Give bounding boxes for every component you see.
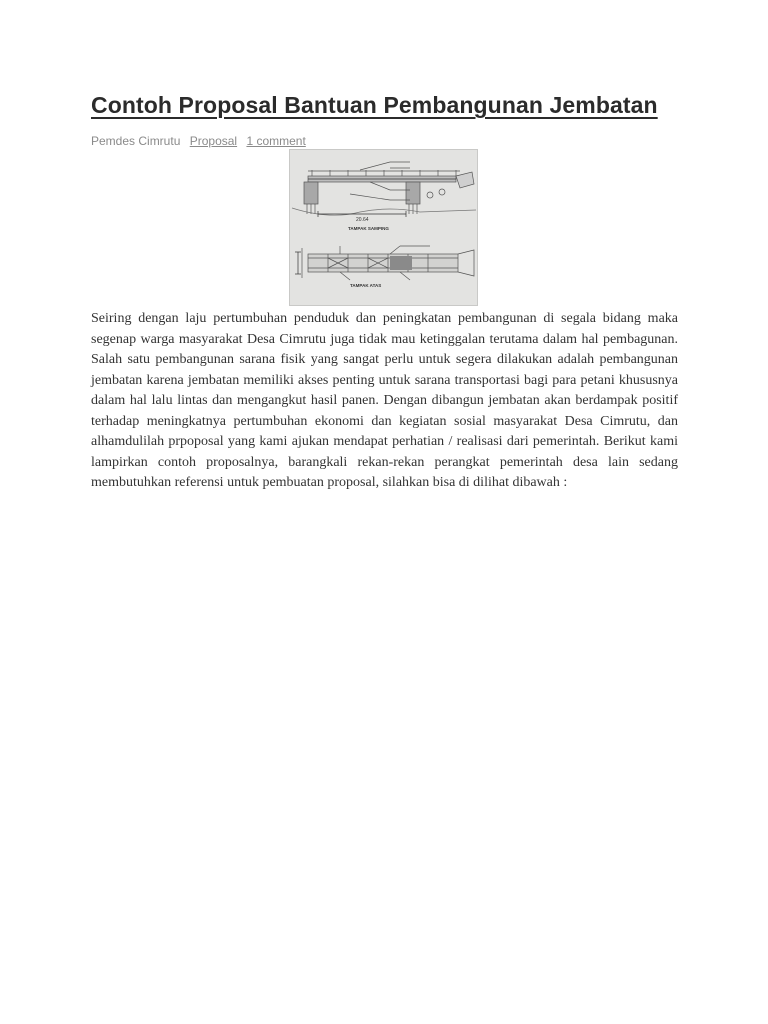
top-view-label: TAMPAK ATAS bbox=[350, 283, 382, 288]
side-view-label: TAMPAK SAMPING bbox=[348, 226, 389, 231]
body-paragraph: Seiring dengan laju pertumbuhan penduduk dan peningkatan pembangunan di segala bidang maka segenap warga masyarakat Desa Cimrutu juga tidak mau ketinggalan terutama dalam hal pembagunan. Salah satu pembangunan sarana fisik yang sangat perlu untuk segera dilakukan adalah pembangunan jembatan karena jembatan memiliki akses penting untuk sarana transportasi bagi para petani khususnya dalam hal lalu lintas dan mengangkut hasil panen. Dengan dibangun jembatan akan berdampak positif terhadap meningkatnya pertumbuhan ekonomi dan kegiatan sosial masyarakat Desa Cimrutu, dan alhamdulilah prpoposal yang kami ajukan mendapat perhatian / realisasi dari pemerintah. Berikut kami lampirkan contoh proposalnya, barangkali rekan-rekan perangkat pemerintah desa lain sedang membutuhkan referensi untuk pembuatan proposal, silahkan bisa di dilihat dibawah : bbox=[91, 311, 678, 490]
side-view-drawing bbox=[292, 162, 476, 217]
span-dimension-label: 20.64 bbox=[356, 217, 369, 223]
bridge-drawing-image bbox=[289, 149, 478, 306]
post-meta bbox=[91, 134, 306, 148]
post-title[interactable]: Contoh Proposal Bantuan Pembangunan Jembatan bbox=[91, 92, 658, 118]
post-category-link[interactable]: Proposal bbox=[189, 134, 238, 148]
post-comments-link[interactable]: 1 comment bbox=[246, 134, 306, 148]
post-author: Pemdes Cimrutu bbox=[91, 134, 181, 148]
bridge-drawing bbox=[290, 150, 477, 305]
top-view-drawing bbox=[295, 246, 474, 280]
